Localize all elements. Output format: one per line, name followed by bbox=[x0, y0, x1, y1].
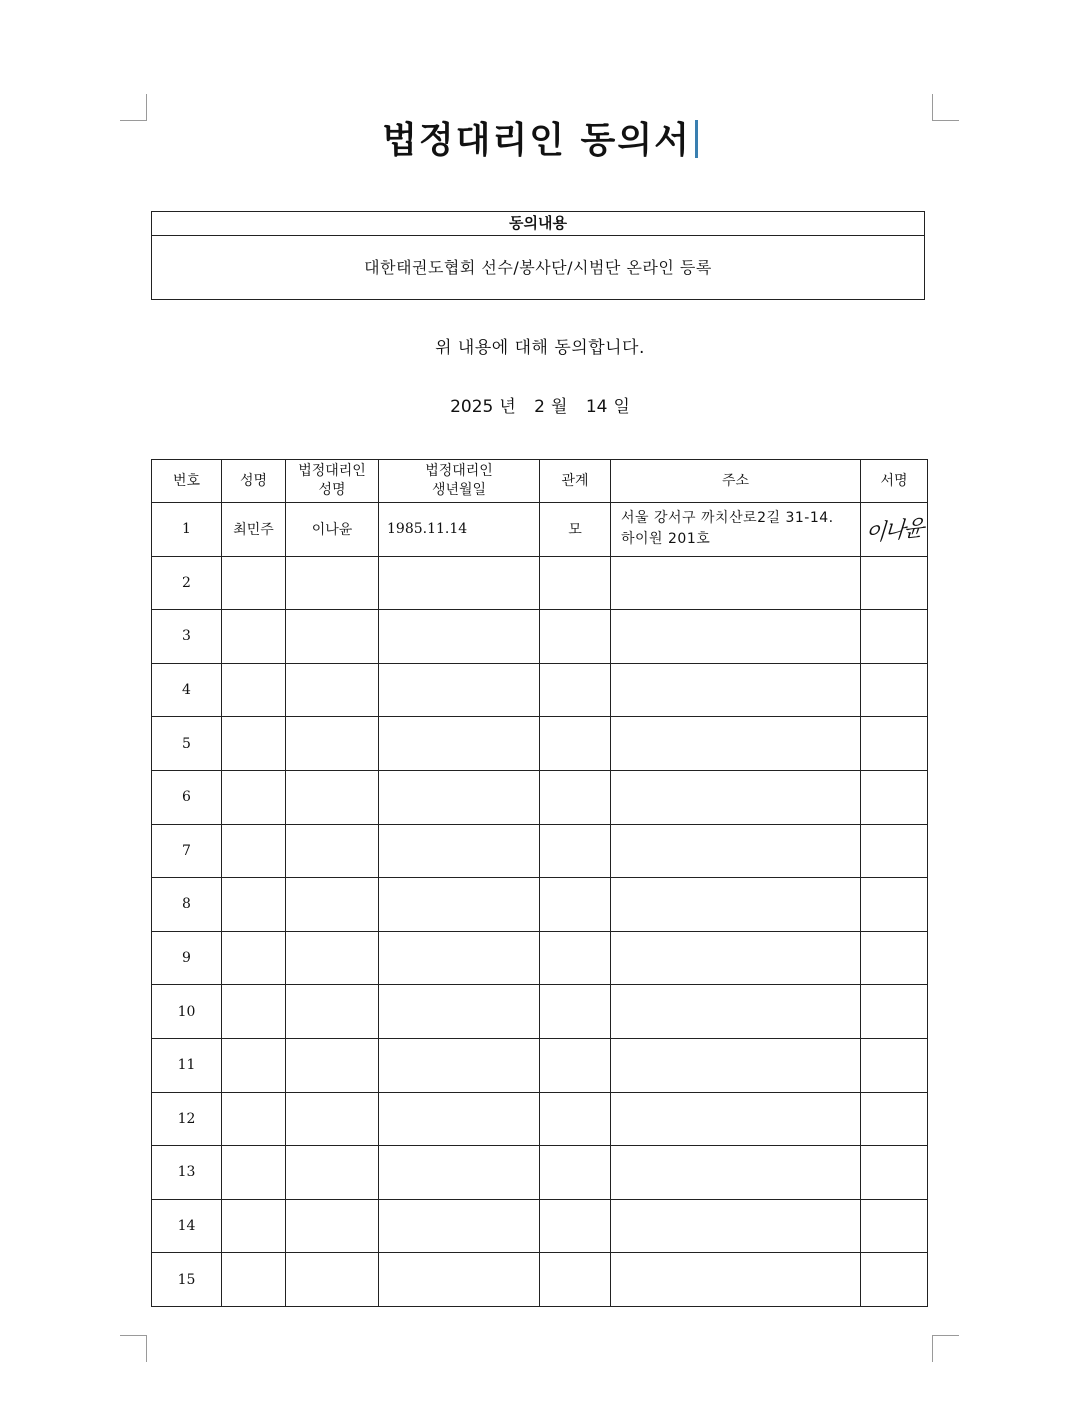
table-row bbox=[152, 1253, 928, 1307]
cell-guardian-birth[interactable] bbox=[379, 1253, 540, 1307]
cell-guardian-birth[interactable] bbox=[379, 878, 540, 932]
cell-address[interactable] bbox=[611, 556, 861, 610]
cell-signature[interactable] bbox=[861, 1038, 928, 1092]
cell-signature[interactable] bbox=[861, 1253, 928, 1307]
margin-mark-bottom-left bbox=[120, 1335, 147, 1362]
cell-guardian-birth[interactable] bbox=[379, 1199, 540, 1253]
cell-signature[interactable] bbox=[861, 556, 928, 610]
cell-name[interactable] bbox=[222, 556, 286, 610]
consent-header: 동의내용 bbox=[152, 212, 924, 236]
table-row bbox=[152, 610, 928, 664]
cell-guardian-name[interactable]: 이나윤 bbox=[286, 503, 379, 557]
cell-relation[interactable] bbox=[540, 663, 611, 717]
cell-name[interactable] bbox=[222, 985, 286, 1039]
cell-name[interactable] bbox=[222, 1038, 286, 1092]
cell-guardian-birth[interactable]: 1985.11.14 bbox=[379, 503, 540, 557]
cell-number[interactable]: 5 bbox=[152, 717, 222, 771]
cell-guardian-birth[interactable] bbox=[379, 717, 540, 771]
cell-address[interactable] bbox=[611, 1146, 861, 1200]
cell-guardian-birth[interactable] bbox=[379, 1146, 540, 1200]
table-header-row bbox=[152, 460, 928, 503]
cell-address[interactable] bbox=[611, 610, 861, 664]
cell-relation[interactable] bbox=[540, 878, 611, 932]
cell-number[interactable]: 8 bbox=[152, 878, 222, 932]
date-day: 14 bbox=[585, 397, 608, 417]
cell-signature[interactable] bbox=[861, 878, 928, 932]
cell-address[interactable] bbox=[611, 1199, 861, 1253]
cell-name[interactable] bbox=[222, 1146, 286, 1200]
consent-content: 대한태권도협회 선수/봉사단/시범단 온라인 등록 bbox=[364, 258, 712, 277]
cell-relation[interactable] bbox=[540, 556, 611, 610]
cell-name[interactable] bbox=[222, 610, 286, 664]
date-month-unit: 월 bbox=[551, 397, 568, 417]
cell-number[interactable]: 15 bbox=[152, 1253, 222, 1307]
cell-name[interactable] bbox=[222, 1199, 286, 1253]
cell-address[interactable] bbox=[611, 824, 861, 878]
cell-guardian-birth[interactable] bbox=[379, 824, 540, 878]
table-row bbox=[152, 931, 928, 985]
header-guardian-birth: 법정대리인 생년월일 bbox=[379, 460, 540, 503]
cell-number[interactable]: 4 bbox=[152, 663, 222, 717]
cell-number[interactable]: 6 bbox=[152, 770, 222, 824]
cell-signature[interactable] bbox=[861, 1092, 928, 1146]
margin-mark-bottom-right bbox=[932, 1335, 959, 1362]
table-row bbox=[152, 503, 928, 557]
cell-guardian-birth[interactable] bbox=[379, 663, 540, 717]
cell-name[interactable] bbox=[222, 770, 286, 824]
cell-guardian-name[interactable] bbox=[286, 556, 379, 610]
cell-name[interactable] bbox=[222, 717, 286, 771]
cell-address[interactable] bbox=[611, 1092, 861, 1146]
cell-guardian-name[interactable] bbox=[286, 1092, 379, 1146]
cell-relation[interactable] bbox=[540, 1038, 611, 1092]
cell-guardian-name[interactable] bbox=[286, 1146, 379, 1200]
cell-relation[interactable] bbox=[540, 610, 611, 664]
table-row bbox=[152, 878, 928, 932]
cell-relation[interactable] bbox=[540, 770, 611, 824]
cell-signature[interactable] bbox=[861, 985, 928, 1039]
table-row bbox=[152, 663, 928, 717]
header-number: 번호 bbox=[152, 460, 222, 503]
cell-guardian-name[interactable] bbox=[286, 1038, 379, 1092]
cell-signature[interactable] bbox=[861, 717, 928, 771]
cell-signature[interactable] bbox=[861, 503, 928, 557]
cell-address[interactable] bbox=[611, 931, 861, 985]
cell-signature[interactable] bbox=[861, 610, 928, 664]
cell-name[interactable] bbox=[222, 824, 286, 878]
cell-number[interactable]: 11 bbox=[152, 1038, 222, 1092]
cell-guardian-name[interactable] bbox=[286, 1253, 379, 1307]
cell-number[interactable]: 7 bbox=[152, 824, 222, 878]
header-signature: 서명 bbox=[861, 460, 928, 503]
cell-relation[interactable] bbox=[540, 1199, 611, 1253]
cell-signature[interactable] bbox=[861, 1146, 928, 1200]
date-year-unit: 년 bbox=[499, 397, 516, 417]
cell-guardian-birth[interactable] bbox=[379, 556, 540, 610]
cell-guardian-name[interactable] bbox=[286, 824, 379, 878]
cell-address[interactable] bbox=[611, 1038, 861, 1092]
cell-guardian-name[interactable] bbox=[286, 610, 379, 664]
cell-address[interactable] bbox=[611, 770, 861, 824]
table-row bbox=[152, 985, 928, 1039]
table-row bbox=[152, 824, 928, 878]
cell-number[interactable]: 3 bbox=[152, 610, 222, 664]
date-day-unit: 일 bbox=[613, 397, 630, 417]
cell-guardian-birth[interactable] bbox=[379, 610, 540, 664]
cell-address[interactable]: 서울 강서구 까치산로2길 31-14. 하이원 201호 bbox=[611, 503, 861, 557]
cell-guardian-name[interactable] bbox=[286, 717, 379, 771]
cell-relation[interactable]: 모 bbox=[540, 503, 611, 557]
cell-guardian-name[interactable] bbox=[286, 985, 379, 1039]
consent-box bbox=[151, 211, 925, 300]
cell-relation[interactable] bbox=[540, 717, 611, 771]
table-row bbox=[152, 1092, 928, 1146]
cell-signature[interactable] bbox=[861, 1199, 928, 1253]
date-month: 2 bbox=[534, 397, 545, 417]
agreement-statement: 위 내용에 대해 동의합니다. bbox=[435, 338, 645, 358]
cell-address[interactable] bbox=[611, 663, 861, 717]
header-guardian-name: 법정대리인 성명 bbox=[286, 460, 379, 503]
cell-guardian-name[interactable] bbox=[286, 1199, 379, 1253]
cell-signature[interactable] bbox=[861, 770, 928, 824]
cell-number[interactable]: 12 bbox=[152, 1092, 222, 1146]
table-row bbox=[152, 717, 928, 771]
cell-guardian-name[interactable] bbox=[286, 663, 379, 717]
header-name: 성명 bbox=[222, 460, 286, 503]
handwritten-signature: 이나윤 bbox=[864, 515, 924, 548]
cell-number[interactable]: 9 bbox=[152, 931, 222, 985]
cell-guardian-birth[interactable] bbox=[379, 1092, 540, 1146]
guardian-table bbox=[151, 459, 928, 1307]
cell-name[interactable] bbox=[222, 878, 286, 932]
cell-name[interactable] bbox=[222, 931, 286, 985]
cell-guardian-name[interactable] bbox=[286, 770, 379, 824]
cell-name[interactable] bbox=[222, 663, 286, 717]
cell-number[interactable]: 14 bbox=[152, 1199, 222, 1253]
cell-relation[interactable] bbox=[540, 824, 611, 878]
cell-guardian-name[interactable] bbox=[286, 878, 379, 932]
cell-number[interactable]: 2 bbox=[152, 556, 222, 610]
cell-number[interactable]: 1 bbox=[152, 503, 222, 557]
cell-number[interactable]: 10 bbox=[152, 985, 222, 1039]
table-row bbox=[152, 770, 928, 824]
cell-signature[interactable] bbox=[861, 931, 928, 985]
text-cursor bbox=[695, 120, 698, 158]
date-year: 2025 bbox=[450, 397, 494, 417]
cell-name[interactable] bbox=[222, 1253, 286, 1307]
cell-guardian-birth[interactable] bbox=[379, 770, 540, 824]
cell-name[interactable]: 최민주 bbox=[222, 503, 286, 557]
table-row bbox=[152, 1199, 928, 1253]
cell-name[interactable] bbox=[222, 1092, 286, 1146]
cell-relation[interactable] bbox=[540, 1146, 611, 1200]
cell-relation[interactable] bbox=[540, 931, 611, 985]
cell-signature[interactable] bbox=[861, 663, 928, 717]
cell-signature[interactable] bbox=[861, 824, 928, 878]
cell-relation[interactable] bbox=[540, 1253, 611, 1307]
cell-guardian-name[interactable] bbox=[286, 931, 379, 985]
cell-number[interactable]: 13 bbox=[152, 1146, 222, 1200]
cell-address[interactable] bbox=[611, 717, 861, 771]
cell-guardian-birth[interactable] bbox=[379, 1038, 540, 1092]
cell-relation[interactable] bbox=[540, 985, 611, 1039]
table-row bbox=[152, 1038, 928, 1092]
header-relation: 관계 bbox=[540, 460, 611, 503]
cell-address[interactable] bbox=[611, 985, 861, 1039]
cell-guardian-birth[interactable] bbox=[379, 985, 540, 1039]
cell-relation[interactable] bbox=[540, 1092, 611, 1146]
date-line bbox=[0, 392, 1080, 417]
document-title-text: 법정대리인 동의서 bbox=[382, 120, 691, 161]
header-address: 주소 bbox=[611, 460, 861, 503]
table-row bbox=[152, 556, 928, 610]
cell-address[interactable] bbox=[611, 878, 861, 932]
document-title[interactable] bbox=[0, 112, 1080, 163]
table-row bbox=[152, 1146, 928, 1200]
cell-address[interactable] bbox=[611, 1253, 861, 1307]
cell-guardian-birth[interactable] bbox=[379, 931, 540, 985]
